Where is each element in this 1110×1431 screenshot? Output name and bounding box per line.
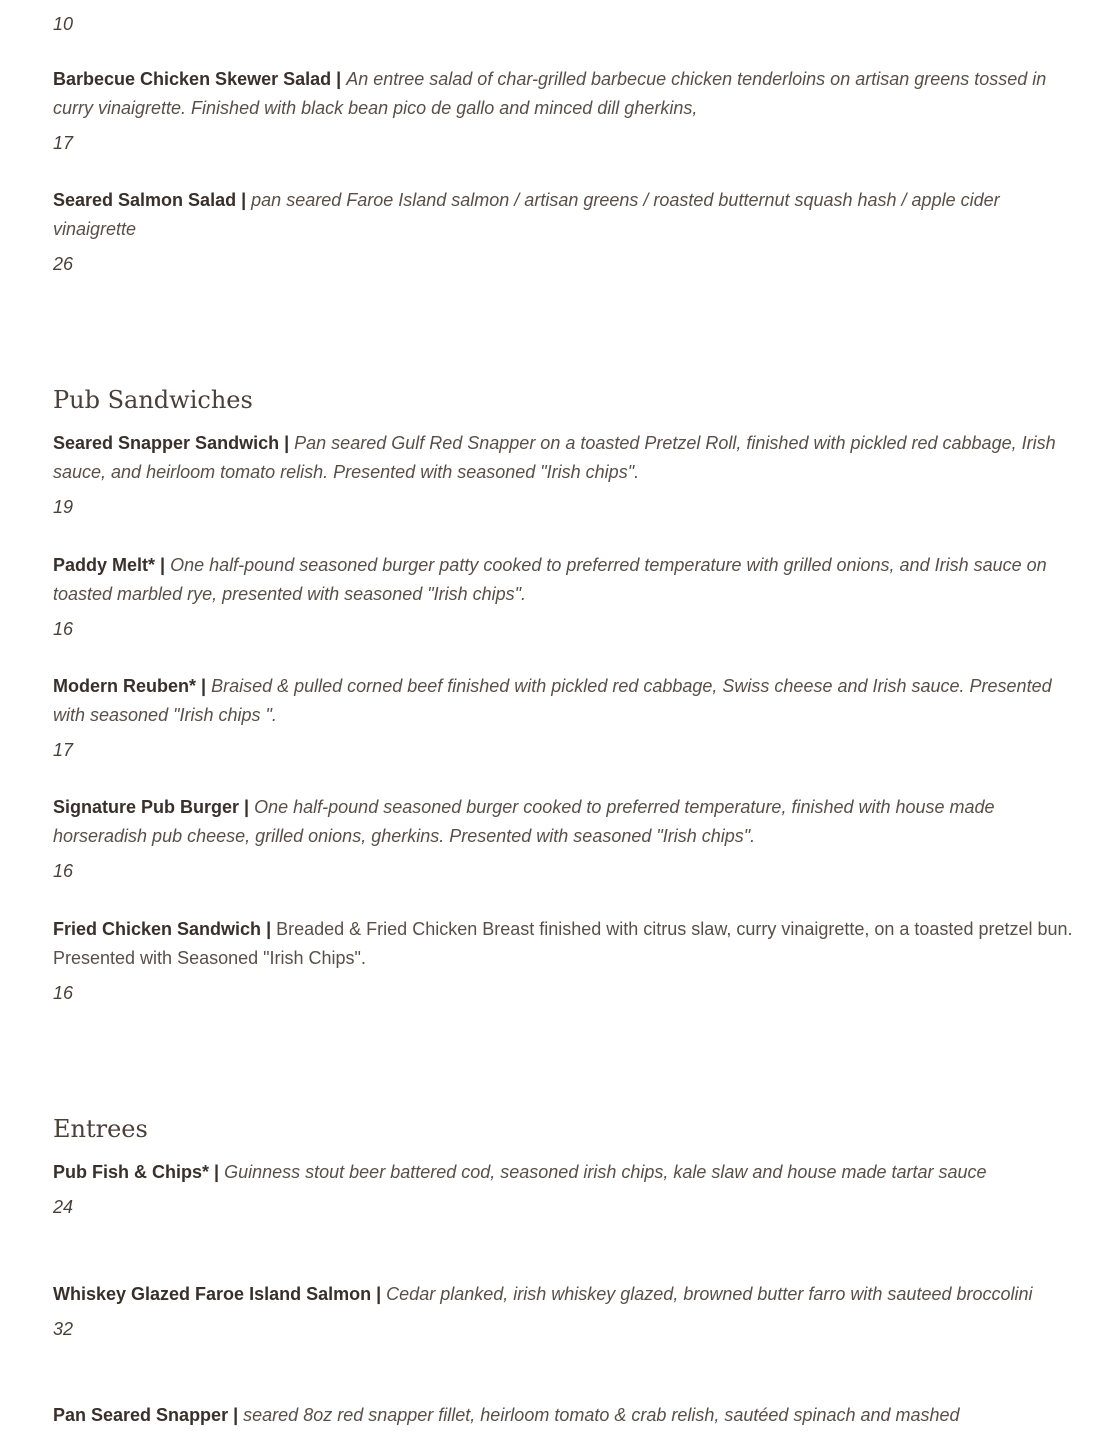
menu-item-whiskey-glazed-salmon (53, 1280, 1073, 1340)
item-price: 16 (53, 983, 74, 1003)
item-name: Paddy Melt* (53, 555, 156, 575)
item-price: 17 (53, 740, 74, 760)
item-description: Breaded & Fried Chicken Breast finished with citrus slaw, curry vinaigrette, on a toasted pretzel bun. Presented with Seasoned "Irish Chips". (53, 919, 1073, 968)
item-separator: | (233, 1405, 239, 1425)
item-price: 16 (53, 861, 74, 881)
menu-item-signature-pub-burger (53, 793, 1073, 882)
menu-item-pan-seared-snapper (53, 1401, 1073, 1430)
item-description: Braised & pulled corned beef finished with pickled red cabbage, Swiss cheese and Irish sauce. Presented with seasoned "Irish chips ". (53, 676, 1052, 725)
item-name: Whiskey Glazed Faroe Island Salmon (53, 1284, 372, 1304)
item-name: Seared Snapper Sandwich (53, 433, 280, 453)
item-name: Signature Pub Burger (53, 797, 240, 817)
item-description: Cedar planked, irish whiskey glazed, browned butter farro with sauteed broccolini (386, 1284, 1033, 1304)
item-separator: | (201, 676, 207, 696)
item-description: One half-pound seasoned burger patty cooked to preferred temperature with grilled onions, and Irish sauce on toasted marbled rye, presented with seasoned "Irish chips". (53, 555, 1047, 604)
item-price: 17 (53, 133, 74, 153)
item-price: 19 (53, 497, 74, 517)
menu-item-modern-reuben (53, 672, 1073, 761)
item-name: Seared Salmon Salad (53, 190, 237, 210)
item-name: Fried Chicken Sandwich (53, 919, 262, 939)
item-price: 32 (53, 1319, 74, 1339)
menu-item-fried-chicken-sandwich (53, 915, 1073, 1004)
item-separator: | (241, 190, 247, 210)
menu-item-seared-salmon-salad (53, 186, 1073, 275)
item-price: 26 (53, 254, 74, 274)
menu-item-seared-snapper-sandwich (53, 429, 1073, 518)
menu-item-pub-fish-and-chips (53, 1158, 1073, 1218)
item-name: Barbecue Chicken Skewer Salad (53, 69, 332, 89)
item-description: Pan seared Gulf Red Snapper on a toasted Pretzel Roll, finished with pickled red cabbage, Irish sauce, and heirloom tomato relish. Presented with seasoned "Irish chips". (53, 433, 1056, 482)
item-name: Pub Fish & Chips* (53, 1162, 210, 1182)
item-price: 10 (53, 14, 74, 34)
item-name: Modern Reuben* (53, 676, 197, 696)
item-description: One half-pound seasoned burger cooked to preferred temperature, finished with house made horseradish pub cheese, grilled onions, gherkins. Presented with seasoned "Irish chips". (53, 797, 995, 846)
section-title-pub-sandwiches: Pub Sandwiches (53, 386, 253, 414)
item-description: seared 8oz red snapper fillet, heirloom tomato & crab relish, sautéed spinach and mashed (243, 1405, 960, 1425)
item-separator: | (214, 1162, 220, 1182)
section-title-entrees: Entrees (53, 1115, 148, 1143)
menu-item-paddy-melt (53, 551, 1073, 640)
item-separator: | (284, 433, 290, 453)
item-separator: | (266, 919, 272, 939)
item-price: 16 (53, 619, 74, 639)
menu-item-bbq-chicken-skewer-salad (53, 65, 1073, 154)
item-price: 24 (53, 1197, 74, 1217)
item-description: pan seared Faroe Island salmon / artisan greens / roasted butternut squash hash / apple cider vinaigrette (53, 190, 1000, 239)
item-description: An entree salad of char-grilled barbecue chicken tenderloins on artisan greens tossed in curry vinaigrette. Finished with black bean pico de gallo and minced dill gherkins, (53, 69, 1047, 118)
item-separator: | (160, 555, 166, 575)
item-name: Pan Seared Snapper (53, 1405, 229, 1425)
item-separator: | (336, 69, 342, 89)
item-separator: | (244, 797, 250, 817)
item-separator: | (376, 1284, 382, 1304)
item-description: Guinness stout beer battered cod, seasoned irish chips, kale slaw and house made tartar sauce (224, 1162, 987, 1182)
